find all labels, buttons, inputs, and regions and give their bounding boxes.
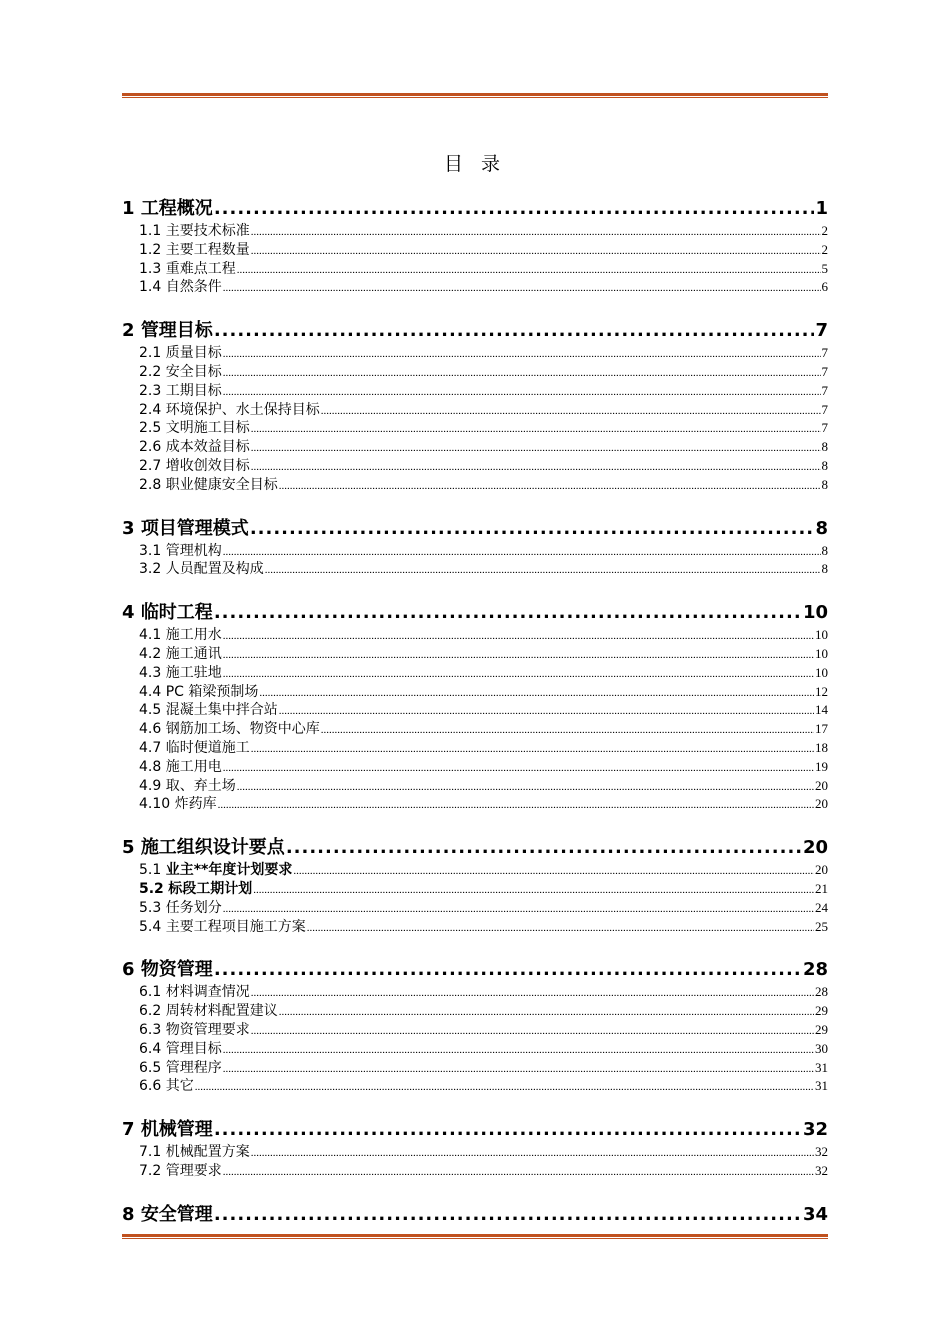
chapter-gap [122,297,828,318]
section-title: 标段工期计划 [168,880,253,897]
toc-section-entry[interactable] [139,983,828,1002]
section-title: 临时便道施工 [165,739,250,756]
section-number: 3.1 [139,542,162,559]
dot-leader [251,439,821,458]
chapter-page-number: 20 [802,837,828,859]
section-number: 6.2 [139,1003,162,1020]
toc-section-entry[interactable] [139,899,828,918]
section-number: 4.7 [139,739,162,756]
toc-section-entry[interactable] [139,777,828,796]
section-label [139,701,278,720]
chapter-number: 5 [122,837,135,859]
chapter-label [122,1117,213,1143]
toc-chapter-entry[interactable] [122,957,828,983]
section-title: 增收创效目标 [165,457,250,474]
toc-section-entry[interactable] [139,739,828,758]
chapter-label [122,1202,213,1228]
section-number: 4.2 [139,645,162,662]
toc-section-entry[interactable] [139,664,828,683]
section-number: 2.3 [139,382,162,399]
section-label [139,795,217,814]
section-title: 主要技术标准 [165,223,250,239]
dot-leader [237,261,821,280]
section-title: 文明施工目标 [165,420,250,437]
section-number: 2.4 [139,401,162,418]
dot-leader [251,458,821,477]
toc-section-entry[interactable] [139,701,828,720]
section-label [139,344,222,363]
section-title: 重难点工程 [165,260,236,277]
dot-leader [223,543,821,562]
section-label [139,1002,278,1021]
section-label [139,664,222,683]
section-label [139,1040,222,1059]
section-title: 管理程序 [165,1059,222,1076]
chapter-page-number: 10 [802,602,828,624]
section-page-number: 31 [815,1078,828,1094]
chapter-label [122,835,285,861]
toc-chapter-entry[interactable] [122,516,828,542]
dot-leader [223,900,814,919]
toc-section-entry[interactable] [139,880,828,899]
section-title: 任务划分 [165,899,222,916]
section-number: 4.9 [139,777,162,794]
section-title: 主要工程数量 [165,241,250,258]
section-title: 炸药库 [174,796,217,813]
section-label [139,542,222,561]
section-number: 5.3 [139,899,162,916]
toc-section-entry[interactable] [139,344,828,363]
section-number: 4.4 [139,683,162,700]
dot-leader [223,345,821,364]
dot-leader [286,835,802,861]
chapter-page-number: 8 [815,517,828,539]
dot-leader [214,1202,802,1228]
toc-chapter-entry[interactable] [122,835,828,861]
dot-leader [214,1117,802,1143]
chapter-label [122,318,213,344]
chapter-title: 项目管理模式 [140,517,249,539]
section-label [139,1059,222,1078]
toc-section-entry[interactable] [139,1077,828,1096]
section-label [139,241,250,260]
section-page-number: 5 [821,260,828,276]
dot-leader [279,477,821,496]
dot-leader [237,778,814,797]
chapter-title: 施工组织设计要点 [140,837,285,859]
section-page-number: 24 [815,899,828,915]
section-title: 施工驻地 [165,664,222,681]
section-page-number: 7 [821,363,828,379]
chapter-page-number: 7 [815,320,828,342]
section-number: 5.4 [139,918,162,935]
section-page-number: 31 [815,1059,828,1075]
section-title: 施工通讯 [165,645,222,662]
toc-section-entry[interactable] [139,1002,828,1021]
dot-leader [250,516,815,542]
section-label [139,720,320,739]
chapter-label [122,516,249,542]
section-title: 其它 [165,1078,194,1095]
section-title: 钢筋加工场、物资中心库 [165,721,320,738]
section-number: 2.8 [139,476,162,493]
section-number: 4.8 [139,758,162,775]
dot-leader [223,279,821,298]
chapter-title: 安全管理 [140,1203,213,1225]
section-number: 6.6 [139,1078,162,1095]
section-page-number: 8 [821,439,828,455]
section-title: 施工用水 [165,627,222,644]
section-page-number: 32 [815,1162,828,1178]
section-title: 业主**年度计划要求 [165,862,293,879]
chapter-label [122,196,213,222]
section-title: 管理机构 [165,542,222,559]
section-page-number: 25 [815,918,828,934]
chapter-title: 管理目标 [140,320,213,342]
toc-section-entry[interactable] [139,241,828,260]
dot-leader [259,684,814,703]
chapter-gap [122,579,828,600]
section-page-number: 12 [815,683,828,699]
toc-section-entry[interactable] [139,476,828,495]
section-label [139,861,292,880]
section-page-number: 8 [821,542,828,558]
toc-section-entry[interactable] [139,457,828,476]
chapter-number: 6 [122,959,135,981]
section-number: 3.2 [139,561,162,578]
dot-leader [253,881,814,900]
section-label [139,363,222,382]
toc-chapter-entry[interactable] [122,196,828,222]
chapter-label [122,600,213,626]
section-label [139,899,222,918]
section-page-number: 7 [821,401,828,417]
dot-leader [214,318,815,344]
section-page-number: 20 [815,862,828,878]
section-title: 施工用电 [165,758,222,775]
dot-leader [251,984,814,1003]
section-page-number: 17 [815,721,828,737]
section-label [139,983,250,1002]
section-number: 2.6 [139,439,162,456]
dot-leader [223,1163,814,1182]
dot-leader [321,402,821,421]
dot-leader [279,1003,814,1022]
toc-section-entry[interactable] [139,626,828,645]
dot-leader [223,627,814,646]
section-label [139,918,306,937]
section-title: 工期目标 [165,382,222,399]
section-label [139,777,236,796]
chapter-number: 2 [122,320,135,342]
chapter-number: 7 [122,1119,135,1141]
chapter-page-number: 34 [802,1203,828,1225]
section-label [139,560,264,579]
toc-section-entry[interactable] [139,758,828,777]
footer-rule [122,1234,828,1239]
section-page-number: 30 [815,1040,828,1056]
toc-section-entry[interactable] [139,278,828,297]
toc-section-entry[interactable] [139,1040,828,1059]
section-number: 1.1 [139,223,162,239]
toc-section-entry[interactable] [139,260,828,279]
dot-leader [214,600,802,626]
section-page-number: 32 [815,1144,828,1160]
chapter-title: 工程概况 [140,198,213,219]
dot-leader [223,383,821,402]
section-page-number: 28 [815,984,828,1000]
section-page-number: 7 [821,345,828,361]
toc-section-entry[interactable] [139,401,828,420]
section-number: 4.10 [139,796,171,813]
section-number: 4.1 [139,627,162,644]
toc-chapter-entry[interactable] [122,318,828,344]
section-page-number: 20 [815,777,828,793]
section-title: 主要工程项目施工方案 [165,918,306,935]
dot-leader [265,561,821,580]
section-number: 2.7 [139,457,162,474]
toc-title: 目 录 [443,153,507,175]
toc-section-entry[interactable] [139,560,828,579]
section-title: 周转材料配置建议 [165,1003,278,1020]
toc-chapter-entry[interactable] [122,1117,828,1143]
chapter-page-number: 32 [802,1119,828,1141]
section-number: 4.3 [139,664,162,681]
section-title: 管理目标 [165,1040,222,1057]
section-title: 物资管理要求 [165,1021,250,1038]
toc-section-entry[interactable] [139,918,828,937]
toc-section-entry[interactable] [139,861,828,880]
section-number: 6.1 [139,984,162,1001]
section-page-number: 10 [815,627,828,643]
toc-section-entry[interactable] [139,542,828,561]
section-page-number: 8 [821,561,828,577]
section-number: 1.4 [139,279,162,296]
section-page-number: 21 [815,880,828,896]
section-page-number: 20 [815,796,828,812]
section-number: 4.5 [139,702,162,719]
section-page-number: 7 [821,382,828,398]
section-label [139,1021,250,1040]
toc-section-entry[interactable] [139,1021,828,1040]
header-rule [122,93,828,98]
section-number: 7.1 [139,1144,162,1161]
dot-leader [279,702,814,721]
dot-leader [251,242,821,261]
section-label [139,382,222,401]
section-title: 机械配置方案 [165,1144,250,1161]
toc-section-entry[interactable] [139,683,828,702]
chapter-title: 机械管理 [140,1119,213,1141]
dot-leader [223,364,821,383]
section-label [139,278,222,297]
dot-leader [223,759,814,778]
section-title: 安全目标 [165,363,222,380]
section-title: 取、弃土场 [165,777,236,794]
toc-section-entry[interactable] [139,1059,828,1078]
section-number: 2.1 [139,345,162,362]
toc-section-entry[interactable] [139,720,828,739]
section-label [139,683,258,702]
dot-leader [223,665,814,684]
section-number: 2.5 [139,420,162,437]
section-title: 成本效益目标 [165,439,250,456]
section-number: 4.6 [139,721,162,738]
toc-chapter-entry[interactable] [122,1202,828,1228]
chapter-title: 物资管理 [140,959,213,981]
dot-leader [223,1041,814,1060]
section-label [139,438,250,457]
section-page-number: 19 [815,758,828,774]
section-title: 职业健康安全目标 [165,476,278,493]
dot-leader [251,1144,814,1163]
dot-leader [223,646,814,665]
chapter-gap [122,814,828,835]
section-label [139,401,320,420]
section-page-number: 8 [821,476,828,492]
chapter-title: 临时工程 [140,602,213,624]
section-label [139,457,250,476]
toc-section-entry[interactable] [139,363,828,382]
dot-leader [251,740,814,759]
section-label [139,626,222,645]
section-title: PC 箱梁预制场 [165,683,259,700]
section-label [139,1143,250,1162]
section-number: 1.3 [139,260,162,277]
dot-leader [214,196,815,222]
section-title: 质量目标 [165,345,222,362]
section-number: 1.2 [139,241,162,258]
section-page-number: 29 [815,1003,828,1019]
section-page-number: 2 [821,223,828,238]
section-page-number: 8 [821,457,828,473]
section-label [139,222,250,241]
toc-section-entry[interactable] [139,222,828,241]
section-title: 材料调查情况 [165,984,250,1001]
section-page-number: 6 [821,279,828,295]
section-page-number: 2 [821,241,828,257]
chapter-number: 1 [122,198,135,219]
dot-leader [223,1060,814,1079]
table-of-contents [122,196,828,1228]
section-number: 6.4 [139,1040,162,1057]
chapter-page-number: 28 [802,959,828,981]
section-title: 环境保护、水土保持目标 [165,401,320,418]
section-title: 管理要求 [165,1162,222,1179]
chapter-number: 3 [122,517,135,539]
chapter-number: 4 [122,602,135,624]
section-page-number: 29 [815,1021,828,1037]
section-title: 自然条件 [165,279,222,296]
dot-leader [293,862,814,881]
section-number: 2.2 [139,363,162,380]
chapter-number: 8 [122,1203,135,1225]
section-number: 6.3 [139,1021,162,1038]
toc-section-entry[interactable] [139,419,828,438]
toc-section-entry[interactable] [139,795,828,814]
toc-section-entry[interactable] [139,1162,828,1181]
dot-leader [251,223,821,242]
section-page-number: 7 [821,420,828,436]
chapter-gap [122,1096,828,1117]
section-label [139,1077,194,1096]
section-label [139,476,278,495]
toc-section-entry[interactable] [139,438,828,457]
section-page-number: 10 [815,664,828,680]
section-page-number: 14 [815,702,828,718]
section-label [139,880,252,899]
dot-leader [251,1022,814,1041]
chapter-page-number: 1 [815,198,828,219]
section-number: 7.2 [139,1162,162,1179]
chapter-gap [122,1181,828,1202]
section-label [139,739,250,758]
section-number: 6.5 [139,1059,162,1076]
toc-section-entry[interactable] [139,1143,828,1162]
toc-section-entry[interactable] [139,382,828,401]
section-page-number: 18 [815,739,828,755]
section-page-number: 10 [815,645,828,661]
chapter-gap [122,495,828,516]
section-label [139,645,222,664]
dot-leader [195,1078,814,1097]
section-number: 5.1 [139,862,162,879]
dot-leader [218,796,814,815]
chapter-gap [122,936,828,957]
dot-leader [251,420,821,439]
toc-chapter-entry[interactable] [122,600,828,626]
dot-leader [321,721,814,740]
chapter-label [122,957,213,983]
section-label [139,260,236,279]
section-label [139,758,222,777]
section-label [139,419,250,438]
dot-leader [307,919,814,938]
toc-section-entry[interactable] [139,645,828,664]
section-number: 5.2 [139,880,164,897]
section-label [139,1162,222,1181]
section-title: 人员配置及构成 [165,561,264,578]
dot-leader [214,957,802,983]
section-title: 混凝土集中拌合站 [165,702,278,719]
